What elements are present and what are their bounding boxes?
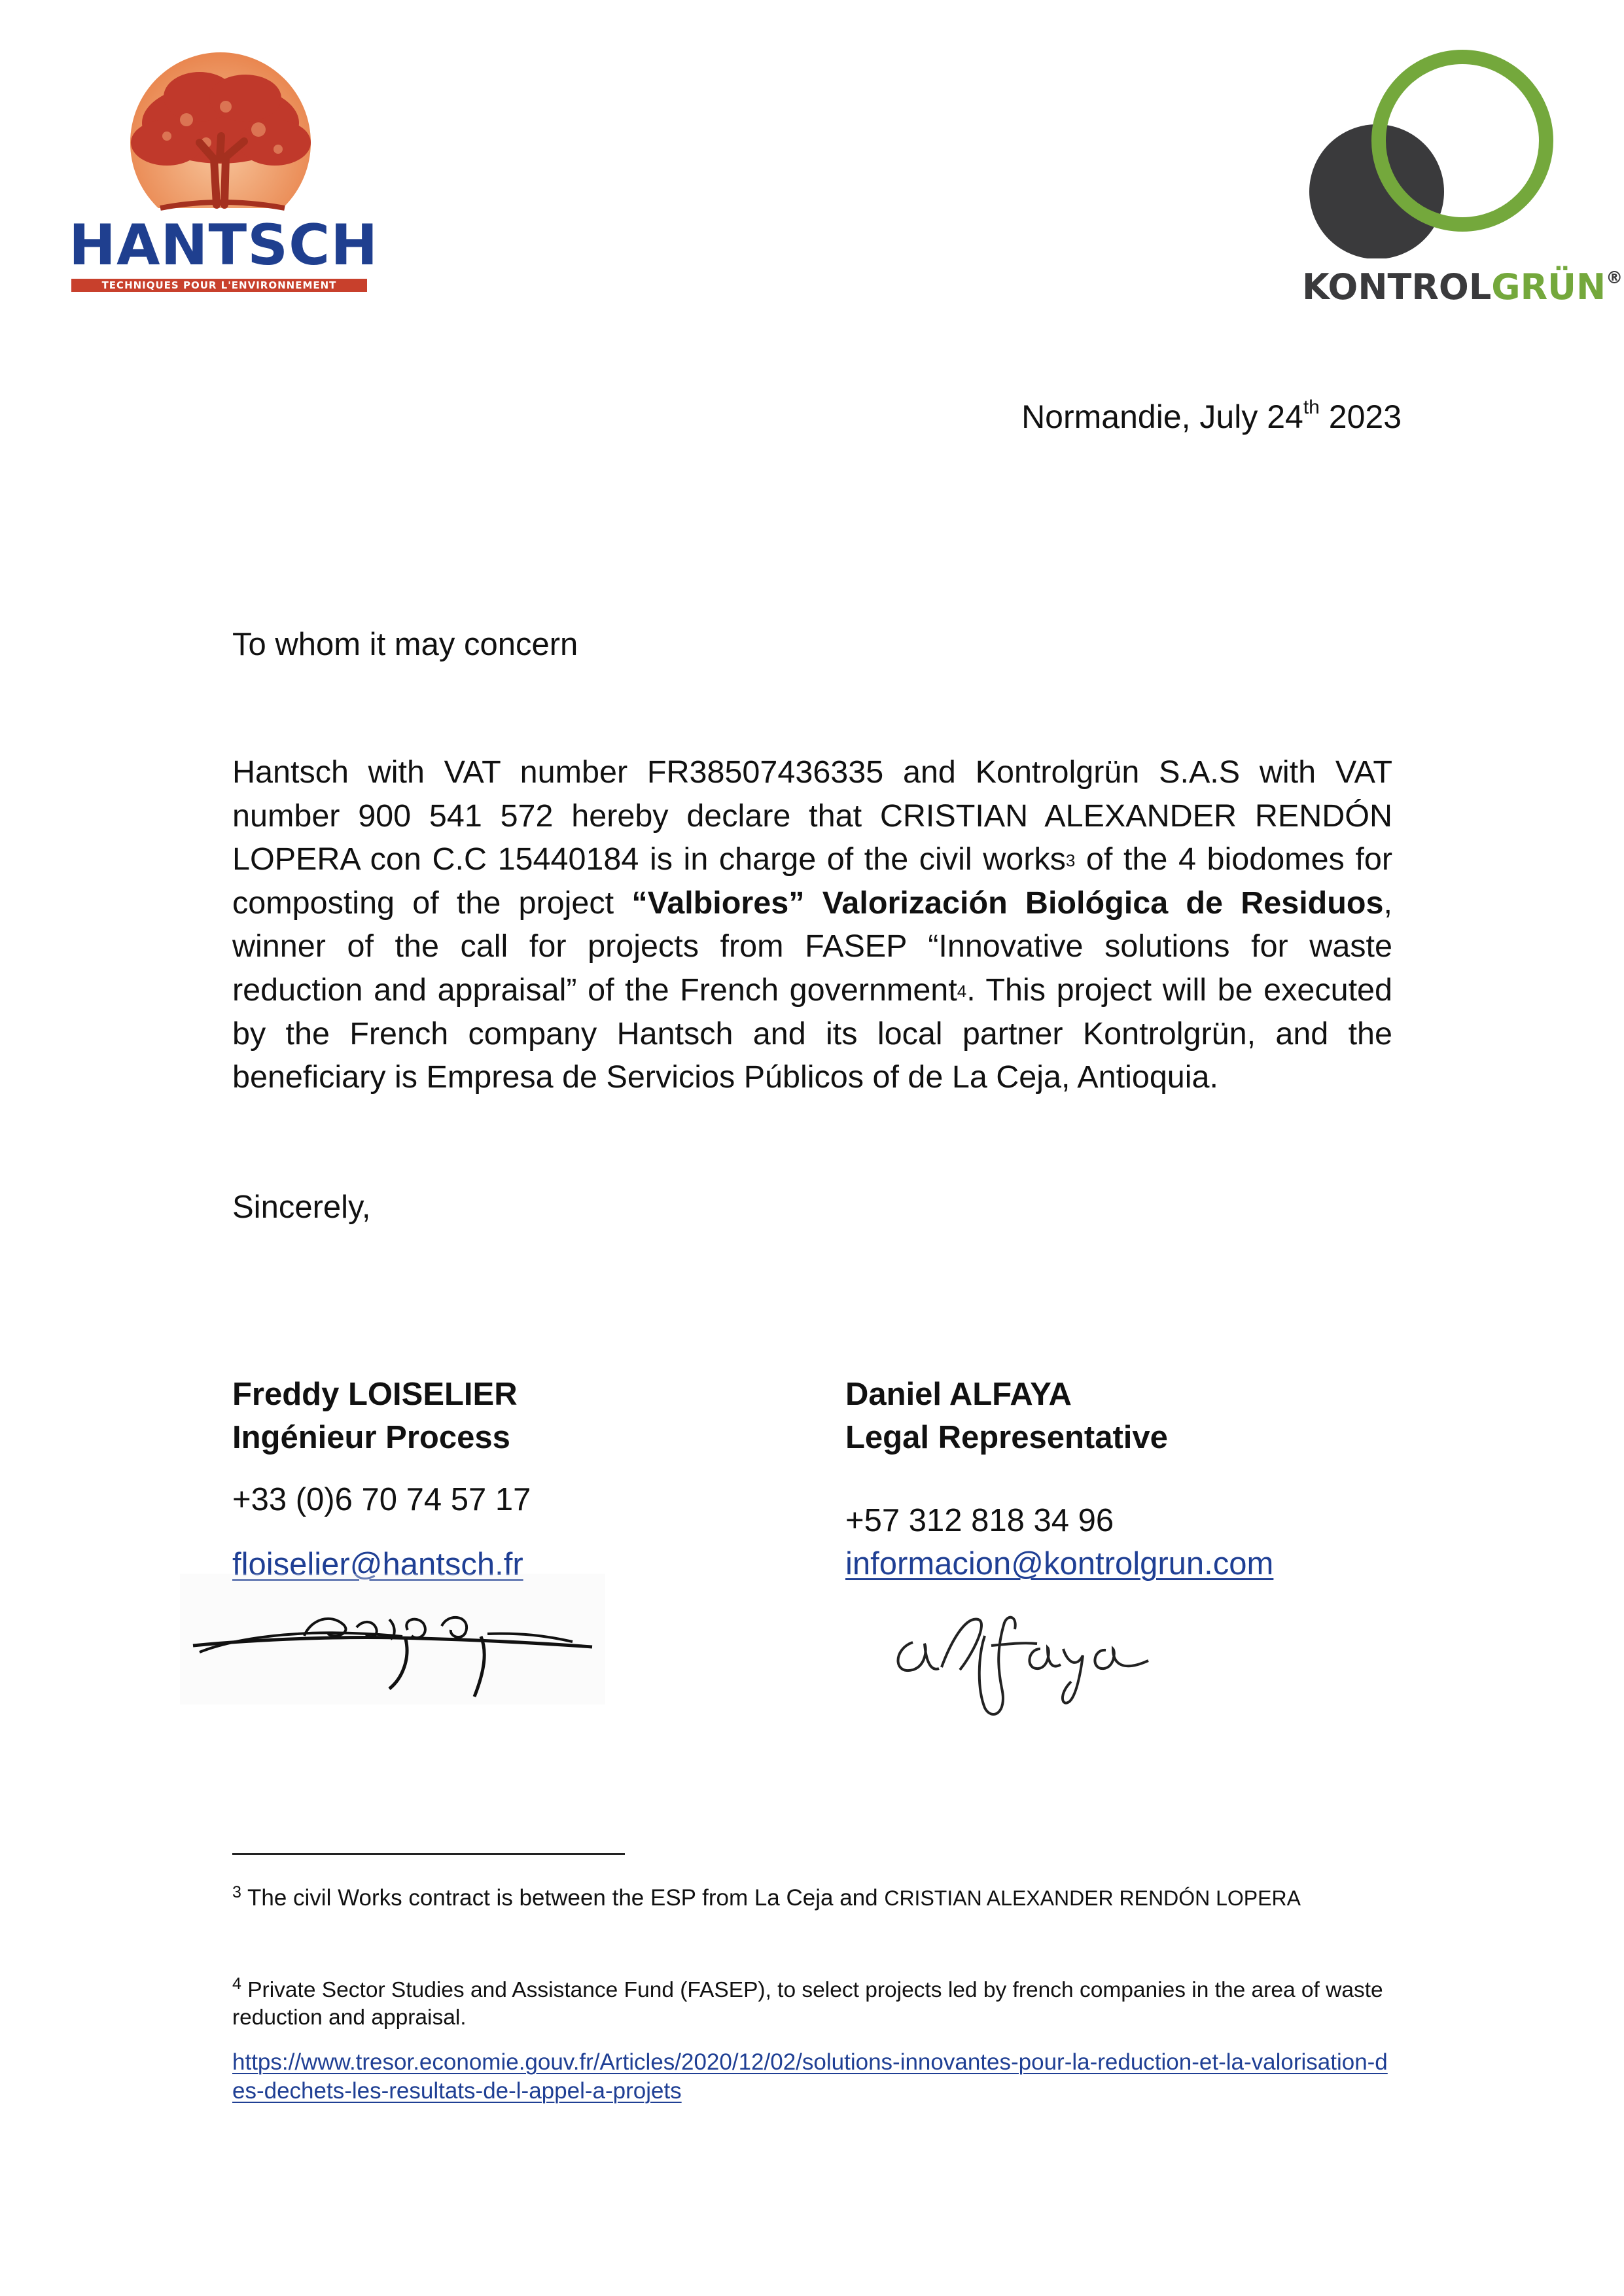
- project-name: “Valbiores” Valorización Biológica de Residuos: [631, 885, 1384, 921]
- date-year: 2023: [1319, 398, 1402, 435]
- letter-greeting: To whom it may concern: [232, 627, 578, 662]
- registered-mark: ®: [1606, 268, 1623, 288]
- signatory-right: [845, 1373, 1273, 1583]
- date-ordinal: th: [1303, 397, 1320, 418]
- footnote-url-link[interactable]: https://www.tresor.economie.gouv.fr/Articles/2020/12/02/solutions-innovantes-pour-la-reduction-et-la-valorisation-des-dechets-les-resultats-de-l-appel-a-projets: [232, 2049, 1388, 2104]
- signatory-phone: +57 312 818 34 96: [845, 1503, 1114, 1538]
- body-part-4: . This project will be executed by the French company Hantsch and its local partner Kontrolgrün, and the beneficiary is Empresa de Servicios Públicos of de La Ceja, Antioquia.: [232, 972, 1392, 1095]
- signatory-name: Freddy LOISELIER: [232, 1377, 518, 1412]
- footnote-3: [232, 1884, 1301, 1912]
- signature-alfaya: [887, 1597, 1174, 1721]
- footnote-ref-4: 4: [957, 981, 967, 1001]
- signatory-name: Daniel ALFAYA: [845, 1377, 1072, 1412]
- body-part-1: Hantsch with VAT number FR38507436335 and Kontrolgrün S.A.S with VAT number 900 541 572 hereby declare that CRISTIAN ALEXANDER RENDÓN LOPERA con C.C 15440184 is in charge of the civil works: [232, 754, 1392, 877]
- footnote-contractor-name: CRISTIAN ALEXANDER RENDÓN LOPERA: [884, 1886, 1301, 1910]
- signatory-phone: +33 (0)6 70 74 57 17: [232, 1482, 531, 1517]
- kontrolgrun-wordmark-green: GRÜN: [1491, 266, 1606, 308]
- footnote-number: 3: [232, 1883, 241, 1901]
- body-part-3: , winner of the call for projects from FASEP “Innovative solutions for waste reduction and appraisal” of the French government: [232, 885, 1392, 1008]
- kontrolgrun-logo: [1302, 49, 1623, 311]
- hantsch-tagline: TECHNIQUES POUR L'ENVIRONNEMENT: [71, 279, 367, 292]
- kontrolgrun-circles-icon: [1302, 49, 1597, 258]
- footnote-separator: [232, 1853, 625, 1855]
- signatory-title: Legal Representative: [845, 1420, 1168, 1455]
- footnote-number: 4: [232, 1975, 241, 1993]
- signatory-email-link[interactable]: floiselier@hantsch.fr: [232, 1547, 523, 1582]
- kontrolgrun-wordmark-dark: KONTROL: [1302, 266, 1492, 308]
- letter-date: [1021, 397, 1402, 436]
- letter-closing: Sincerely,: [232, 1190, 371, 1225]
- footnote-4: [232, 1977, 1394, 2032]
- body-part-2: of the 4 biodomes for composting of the project: [232, 841, 1392, 921]
- signatory-email-link[interactable]: informacion@kontrolgrun.com: [845, 1546, 1274, 1581]
- signature-loiselier: [180, 1574, 605, 1704]
- footnote-4-link-container: [232, 2048, 1394, 2106]
- signatory-title: Ingénieur Process: [232, 1420, 510, 1455]
- signatory-left: [232, 1373, 531, 1584]
- kontrolgrun-wordmark: [1302, 257, 1623, 308]
- hantsch-logo: [69, 44, 379, 293]
- footnote-ref-3: 3: [1065, 851, 1076, 871]
- date-prefix: Normandie, July 24: [1021, 398, 1303, 435]
- letter-body: [232, 751, 1392, 1099]
- footnote-text: Private Sector Studies and Assistance Fund (FASEP), to select projects led by french companies in the area of waste reduction and appraisal.: [232, 1978, 1383, 2030]
- hantsch-wordmark: HANTSCH: [69, 213, 379, 278]
- footnote-text: The civil Works contract is between the ESP from La Ceja and: [241, 1885, 885, 1911]
